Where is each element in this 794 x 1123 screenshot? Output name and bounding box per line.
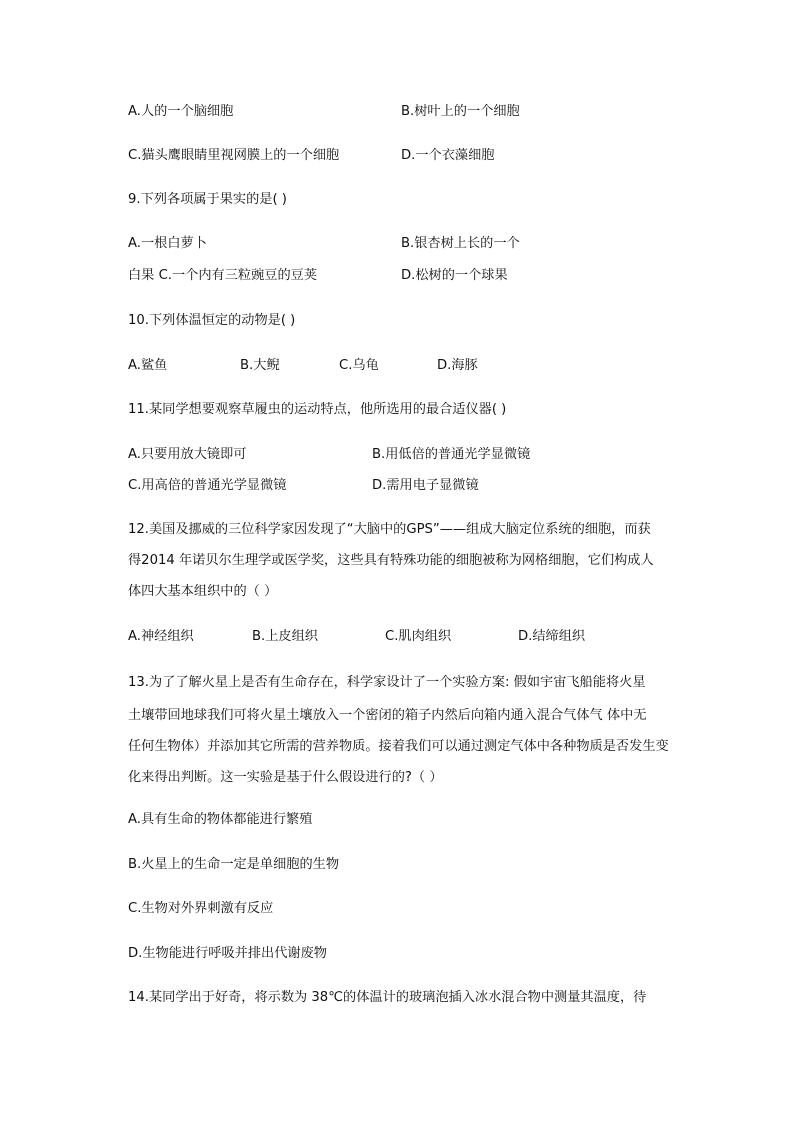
q9-stem: 9.下列各项属于果实的是( ) xyxy=(128,192,287,207)
q9-option-b: B.银杏树上长的一个 xyxy=(401,236,520,251)
q9-option-b-cont-and-c: 白果 C.一个内有三粒豌豆的豆荚 xyxy=(128,268,318,283)
q13-option-b: B.火星上的生命一定是单细胞的生物 xyxy=(128,857,340,872)
q8-option-b: B.树叶上的一个细胞 xyxy=(401,104,520,119)
q8-option-d: D.一个衣藻细胞 xyxy=(401,148,495,163)
q10-option-d: D.海豚 xyxy=(437,358,478,373)
q12-line-1: 12.美国及挪威的三位科学家因发现了“大脑中的GPS”——组成大脑定位系统的细胞，而获 xyxy=(128,522,651,537)
q13-line-1: 13.为了了解火星上是否有生命存在，科学家设计了一个实验方案: 假如宇宙飞船能将火星 xyxy=(128,675,646,690)
q12-option-d: D.结缔组织 xyxy=(518,629,586,644)
q12-option-c: C.肌肉组织 xyxy=(385,629,452,644)
q10-option-a: A.鲨鱼 xyxy=(128,358,168,373)
q11-stem: 11.某同学想要观察草履虫的运动特点，他所选用的最合适仪器( ) xyxy=(128,402,507,417)
q11-option-b: B.用低倍的普通光学显微镜 xyxy=(372,447,531,462)
q12-line-3: 体四大基本组织中的（ ） xyxy=(128,584,278,599)
q8-option-a: A.人的一个脑细胞 xyxy=(128,104,234,119)
q12-line-2: 得2014 年诺贝尔生理学或医学奖，这些具有特殊功能的细胞被称为网格细胞，它们构成人 xyxy=(128,553,654,568)
q12-option-a: A.神经组织 xyxy=(128,629,194,644)
q13-line-2: 土壤带回地球我们可将火星土壤放入一个密闭的箱子内然后向箱内通入混合气体气 体中无 xyxy=(128,708,647,723)
q9-option-a: A.一根白萝卜 xyxy=(128,236,207,251)
q12-option-b: B.上皮组织 xyxy=(252,629,318,644)
q8-option-c: C.猫头鹰眼睛里视网膜上的一个细胞 xyxy=(128,148,340,163)
q13-option-d: D.生物能进行呼吸并排出代谢废物 xyxy=(128,946,327,961)
q11-option-c: C.用高倍的普通光学显微镜 xyxy=(128,478,287,493)
q13-option-c: C.生物对外界刺激有反应 xyxy=(128,901,274,916)
q13-option-a: A.具有生命的物体都能进行繁殖 xyxy=(128,812,313,827)
q11-option-a: A.只要用放大镜即可 xyxy=(128,447,247,462)
q10-option-b: B.大鲵 xyxy=(240,358,280,373)
q13-line-3: 任何生物体）并添加其它所需的营养物质。接着我们可以通过测定气体中各种物质是否发生变 xyxy=(128,739,669,754)
q14-line-1: 14.某同学出于好奇，将示数为 38℃的体温计的玻璃泡插入冰水混合物中测量其温度，待 xyxy=(128,990,647,1005)
q13-line-4: 化来得出判断。这一实验是基于什么假设进行的?（ ） xyxy=(128,770,443,785)
q10-stem: 10.下列体温恒定的动物是( ) xyxy=(128,313,296,328)
q10-option-c: C.乌龟 xyxy=(339,358,379,373)
q9-option-d: D.松树的一个球果 xyxy=(401,268,508,283)
q11-option-d: D.需用电子显微镜 xyxy=(372,478,479,493)
